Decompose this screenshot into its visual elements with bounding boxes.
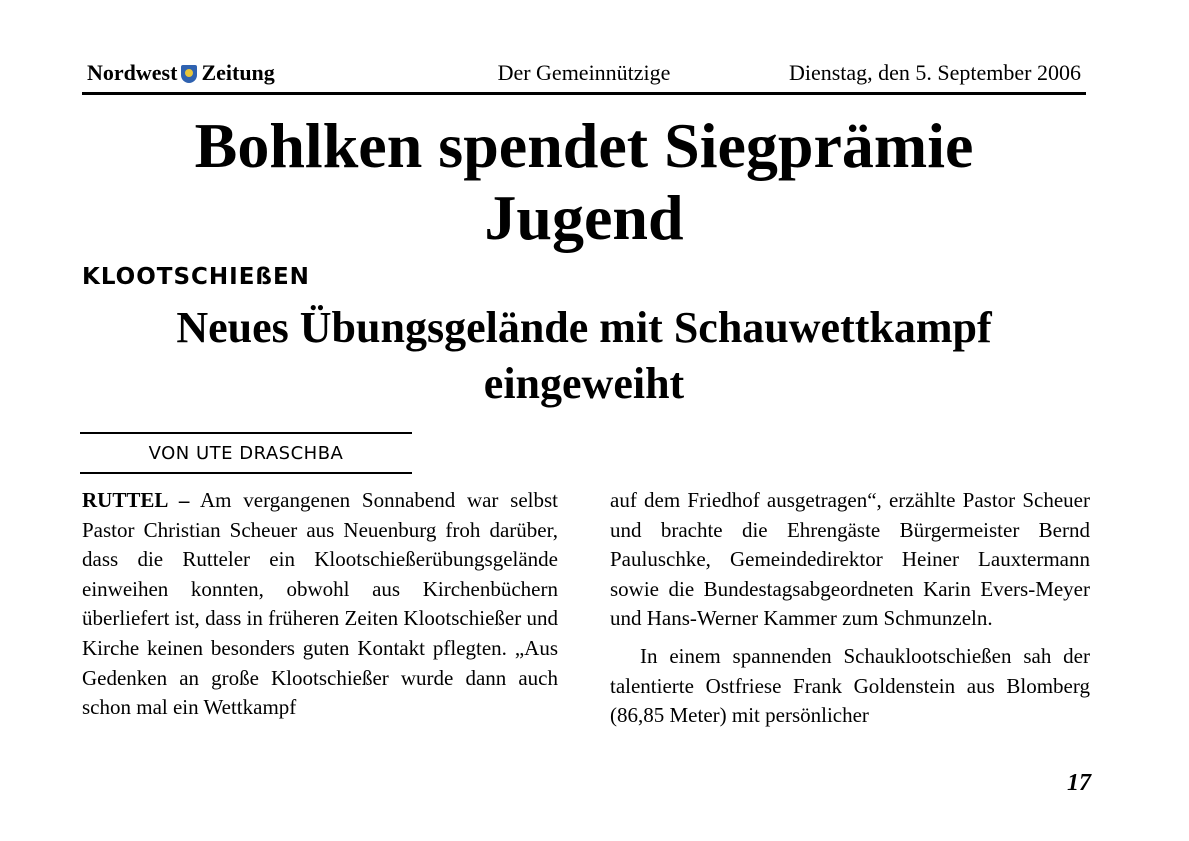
- headline: [82, 110, 1086, 254]
- byline: VON UTE DRASCHBA: [80, 432, 412, 474]
- article-paragraph: [82, 486, 558, 723]
- article-paragraph: auf dem Friedhof ausgetragen“, erzählte Pastor Scheuer und brachte die Ehrengäste Bürgermeister Bernd Pauluschke, Gemeindedirektor Heiner Lauxtermann sowie die Bundestagsabgeordneten Karin Evers-Meyer und Hans-Werner Kammer zum Schmunzeln.: [610, 488, 1090, 631]
- issue-date: Dienstag, den 5. September 2006: [788, 60, 1081, 85]
- kicker: KLOOTSCHIEßEN: [82, 264, 310, 290]
- article-paragraph: In einem spannenden Schauklootschießen sah der talentierte Ostfriese Frank Goldenstein aus Blomberg (86,85 Meter) mit persönlicher: [610, 643, 1090, 728]
- masthead: [82, 58, 1086, 95]
- dateline: RUTTEL –: [82, 488, 190, 512]
- subheadline: [82, 300, 1086, 412]
- section-name: Der Gemeinnützige: [497, 60, 671, 85]
- subheadline-line-1: Neues Übungsgelände mit Schauwettkampf: [176, 303, 992, 352]
- article-column-1: [82, 486, 558, 723]
- headline-line-2: Jugend: [484, 182, 684, 253]
- headline-line-1: Bohlken spendet Siegprämie: [194, 110, 974, 181]
- column-1-text: Am vergangenen Sonnabend war selbst Pastor Christian Scheuer aus Neuenburg froh darüber, dass die Rutteler ein Klootschießerübungsgelände einweihen konnten, obwohl aus Kirchenbüchern überliefert ist, dass in früheren Zeiten Klootschießer und Kirche keinen besonders guten Kontakt pflegten. „Aus Gedenken an große Klootschießer wurde dann auch schon mal ein Wettkampf: [82, 488, 558, 720]
- newspaper-name-part2: Zeitung: [201, 60, 275, 85]
- newspaper-name-part1: Nordwest: [87, 60, 178, 85]
- subheadline-line-2: eingeweiht: [483, 359, 685, 408]
- article-column-2: [610, 486, 1090, 731]
- page-number: 17: [1067, 770, 1091, 796]
